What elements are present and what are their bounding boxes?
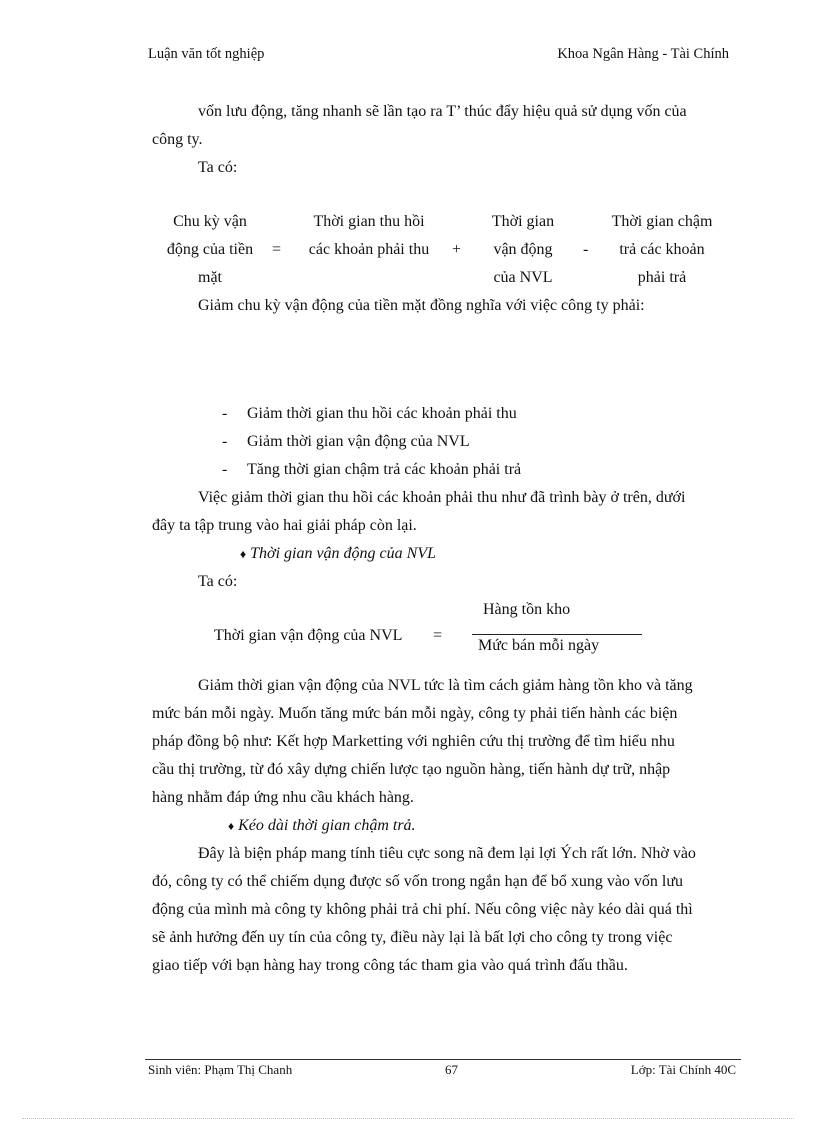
footer-divider: [145, 1059, 741, 1060]
paragraph-4-line-4: sẽ ảnh hưởng đến uy tín của công ty, điều này lại là bất lợi cho công ty trong việc: [152, 929, 673, 946]
bullet-dash: -: [222, 433, 228, 450]
paragraph-3-line-3: pháp đồng bộ như: Kết hợp Marketting với nghiên cứu thị trường để tìm hiểu nhu: [152, 733, 675, 750]
formula1-term4-line: Thời gian chậm: [611, 213, 713, 230]
section-heading-text: Thời gian vận động của NVL: [250, 545, 436, 562]
paragraph-2-line-1: Việc giảm thời gian thu hồi các khoản phải thu như đã trình bày ở trên, dưới: [198, 489, 686, 506]
list-item-text: Tăng thời gian chậm trả các khoản phải trả: [247, 461, 522, 478]
formula2-numerator: Hàng tồn kho: [483, 601, 571, 618]
section-heading-delay: [228, 812, 416, 840]
formula1-term2-line: các khoản phải thu: [308, 241, 430, 258]
list-item: [222, 400, 517, 428]
formula1-term3: [478, 208, 568, 292]
formula1-term2-line: Thời gian thu hồi: [313, 213, 425, 230]
header-left: Luận văn tốt nghiệp: [148, 46, 265, 62]
paragraph-4-line-5: giao tiếp với bạn hàng hay trong công tác tham gia vào quá trình đấu thầu.: [152, 957, 628, 974]
formula1-term3-line: Thời gian: [491, 213, 555, 230]
formula1-term1-line: mặt: [198, 269, 222, 286]
paragraph-3-line-1: Giảm thời gian vận động của NVL tức là tìm cách giảm hàng tồn kho và tăng: [198, 677, 693, 694]
formula1-minus: -: [583, 241, 589, 258]
paragraph-4-line-2: đó, công ty có thể chiếm dụng được số vốn trong ngắn hạn để bổ xung vào vốn lưu: [152, 873, 684, 890]
section-heading-text: Kéo dài thời gian chậm trả.: [238, 817, 416, 834]
section-heading-nvl: [240, 540, 436, 568]
diamond-bullet-icon: ♦: [240, 547, 247, 561]
formula1-term1-line: động của tiền: [166, 241, 254, 258]
ta-co-label-1: Ta có:: [198, 159, 238, 176]
paragraph-4-line-3: động của mình mà công ty không phải trả chi phí. Nếu công việc này kéo dài quá thì: [152, 901, 693, 918]
formula2-equals: =: [433, 627, 443, 644]
paragraph-2-line-2: đây ta tập trung vào hai giải pháp còn lại.: [152, 517, 417, 534]
list-item-text: Giảm thời gian vận động của NVL: [247, 433, 470, 450]
formula2-denominator: Mức bán mỗi ngày: [478, 637, 600, 654]
formula2-lhs: Thời gian vận động của NVL: [214, 627, 403, 644]
paragraph-3-line-5: hàng nhằm đáp ứng nhu cầu khách hàng.: [152, 789, 414, 806]
formula1-term1-line: Chu kỳ vận: [173, 213, 247, 230]
reduce-intro: Giảm chu kỳ vận động của tiền mặt đồng nghĩa với việc công ty phải:: [198, 297, 645, 314]
formula1-term1: [150, 208, 270, 292]
formula1-term3-line: của NVL: [493, 269, 553, 286]
paragraph-1: [152, 98, 739, 126]
formula1-term4-line: phải trả: [637, 269, 687, 286]
list-item: [222, 456, 522, 484]
formula1-term4: [598, 208, 726, 292]
paragraph-3-line-4: cầu thị trường, từ đó xây dựng chiến lược tạo nguồn hàng, tiến hành dự trữ, nhập: [152, 761, 671, 778]
page-edge-divider: [22, 1118, 794, 1119]
diamond-bullet-icon: ♦: [228, 819, 235, 833]
paragraph-1-line-1: vốn lưu động, tăng nhanh sẽ lần tạo ra T’ thúc đẩy hiệu quả sử dụng vốn của: [198, 103, 687, 120]
formula1-term2: [298, 208, 440, 264]
paragraph-4-line-1: Đây là biện pháp mang tính tiêu cực song nã đem lại lợi Ých rất lớn. Nhờ vào: [198, 845, 696, 862]
ta-co-label-2: Ta có:: [198, 573, 238, 590]
formula1-term4-line: trả các khoản: [619, 241, 705, 258]
footer-class: Lớp: Tài Chính 40C: [630, 1062, 736, 1077]
bullet-dash: -: [222, 405, 228, 422]
paragraph-3-line-2: mức bán mỗi ngày. Muốn tăng mức bán mỗi ngày, công ty phải tiến hành các biện: [152, 705, 678, 722]
list-item: [222, 428, 470, 456]
bullet-dash: -: [222, 461, 228, 478]
formula1-term3-line: vận động: [493, 241, 553, 258]
footer-student: Sinh viên: Phạm Thị Chanh: [148, 1062, 293, 1077]
formula1-plus: +: [452, 241, 462, 258]
header-right: Khoa Ngân Hàng - Tài Chính: [557, 46, 729, 62]
formula1-equals: =: [272, 241, 282, 258]
list-item-text: Giảm thời gian thu hồi các khoản phải thu: [247, 405, 517, 422]
page-number: 67: [445, 1062, 458, 1077]
paragraph-1-line-2: công ty.: [152, 131, 203, 148]
